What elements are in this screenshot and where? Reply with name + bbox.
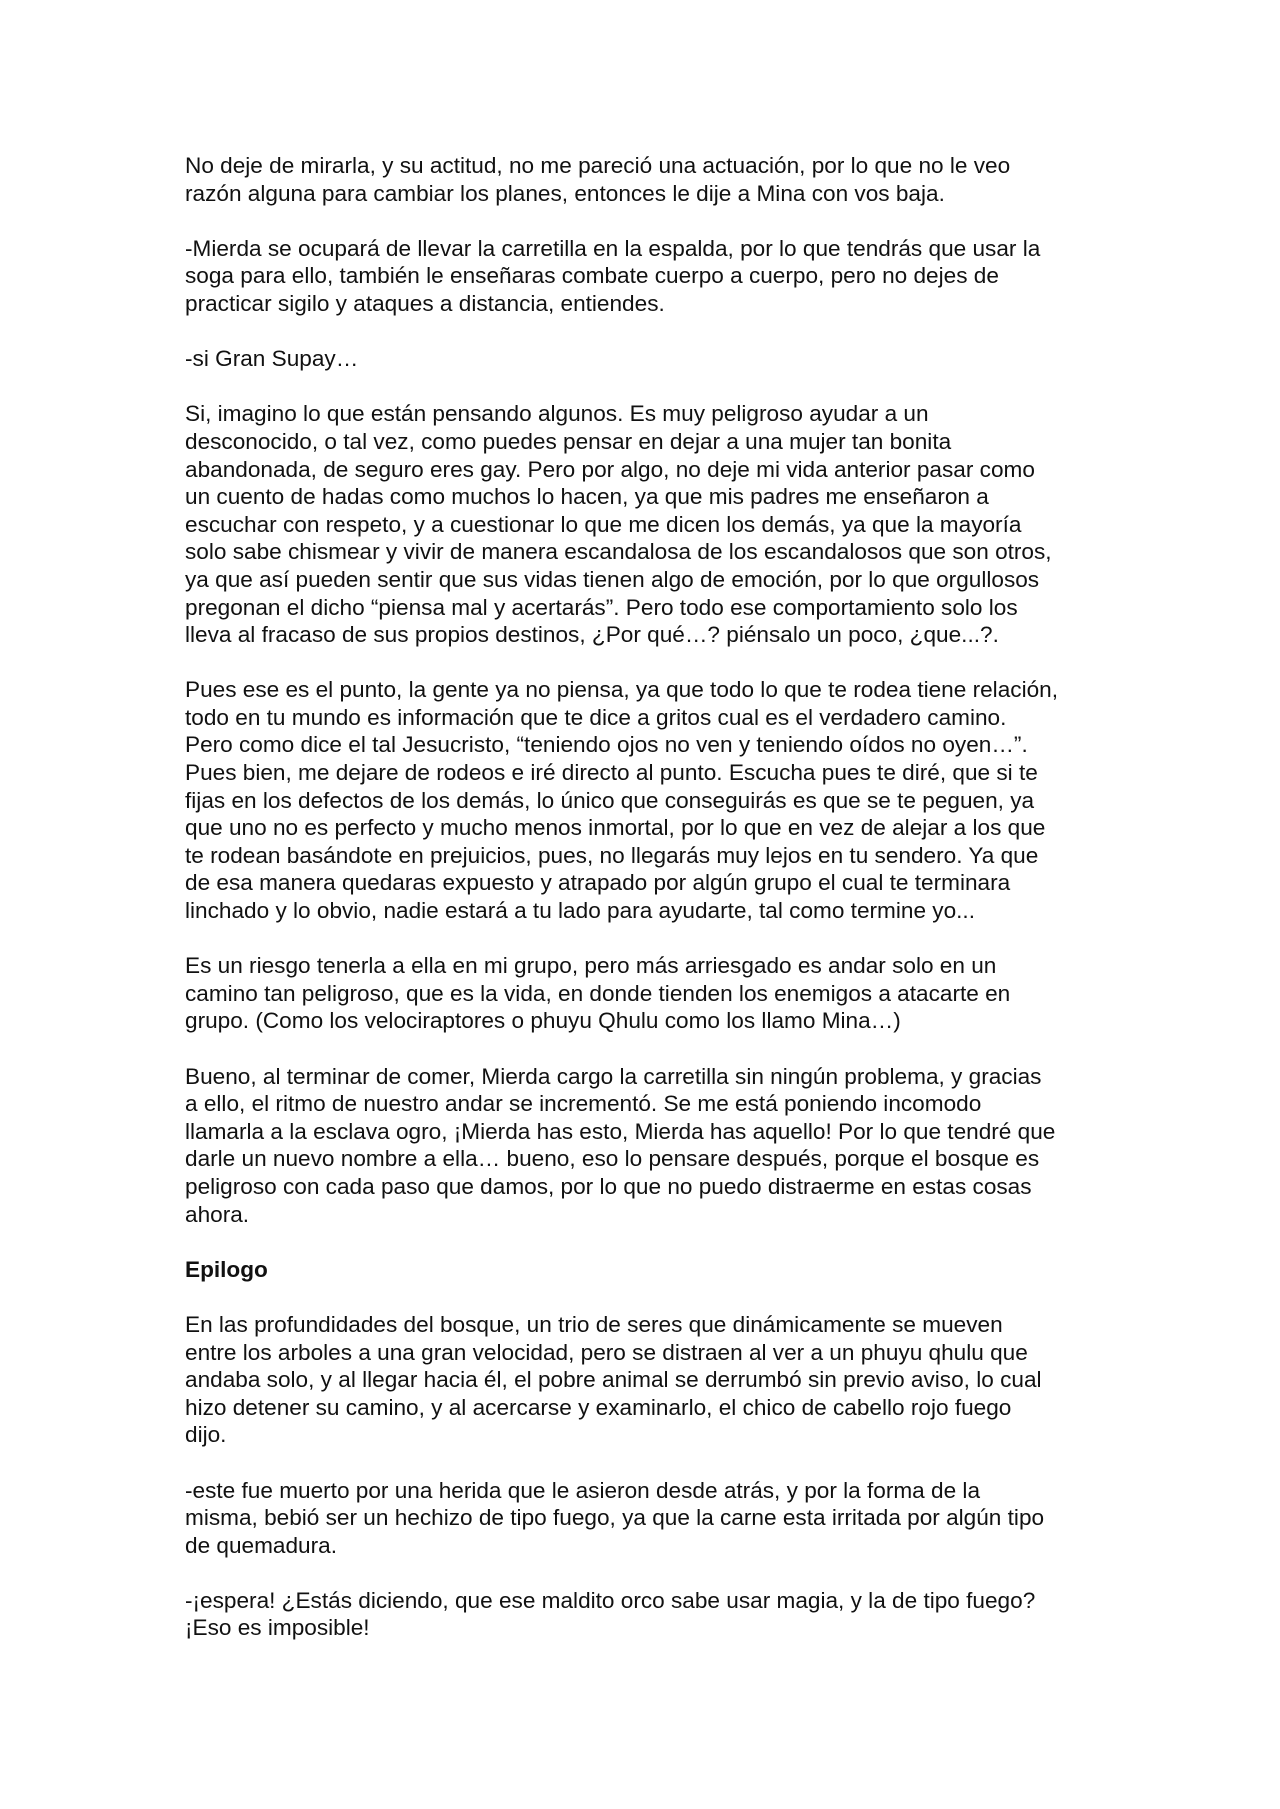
paragraph: -este fue muerto por una herida que le asieron desde atrás, y por la forma de la misma, bebió ser un hechizo de tipo fuego, ya que la carne esta irritada por algún tipo de quemadura. [185, 1477, 1045, 1558]
paragraph: No deje de mirarla, y su actitud, no me pareció una actuación, por lo que no le veo razón alguna para cambiar los planes, entonces le dije a Mina con vos baja. [185, 153, 1011, 206]
document-body [185, 152, 1115, 1670]
paragraph: -si Gran Supay… [185, 346, 359, 372]
paragraph: Es un riesgo tenerla a ella en mi grupo, pero más arriesgado es andar solo en un camino tan peligroso, que es la vida, en donde tienden los enemigos a atacarte en grupo. (Como los velociraptores o phuyu Qhulu como los llamo Mina…) [185, 953, 1011, 1034]
section-heading: Epilogo [185, 1256, 268, 1282]
paragraph: Bueno, al terminar de comer, Mierda cargo la carretilla sin ningún problema, y gracias a ello, el ritmo de nuestro andar se incrementó. Se me está poniendo incomodo llamarla a la esclava ogro, ¡Mierda has esto, Mierda has aquello! Por lo que tendré que darle un nuevo nombre a ella… bueno, eso lo pensare después, porque el bosque es peligroso con cada paso que damos, por lo que no puedo distraerme en estas cosas ahora. [185, 1063, 1056, 1227]
paragraph: Si, imagino lo que están pensando algunos. Es muy peligroso ayudar a un desconocido, o tal vez, como puedes pensar en dejar a una mujer tan bonita abandonada, de seguro eres gay. Pero por algo, no deje mi vida anterior pasar como un cuento de hadas como muchos lo hacen, ya que mis padres me enseñaron a escuchar con respeto, y a cuestionar lo que me dicen los demás, ya que la mayoría solo sabe chismear y vivir de manera escandalosa de los escandalosos que son otros, ya que así pueden sentir que sus vidas tienen algo de emoción, por lo que orgullosos pregonan el dicho “piensa mal y acertarás”. Pero todo ese comportamiento solo los lleva al fracaso de sus propios destinos, ¿Por qué…? piénsalo un poco, ¿que...?. [185, 401, 1052, 648]
paragraph: -¡espera! ¿Estás diciendo, que ese maldito orco sabe usar magia, y la de tipo fuego? ¡Eso es imposible! [185, 1587, 1036, 1641]
paragraph: En las profundidades del bosque, un trio de seres que dinámicamente se mueven entre los arboles a una gran velocidad, pero se distraen al ver a un phuyu qhulu que andaba solo, y al llegar hacia él, el pobre animal se derrumbó sin previo aviso, lo cual hizo detener su camino, y al acercarse y examinarlo, el chico de cabello rojo fuego dijo. [185, 1311, 1042, 1448]
paragraph: -Mierda se ocupará de llevar la carretilla en la espalda, por lo que tendrás que usar la soga para ello, también le enseñaras combate cuerpo a cuerpo, pero no dejes de practicar sigilo y ataques a distancia, entiendes. [185, 235, 1041, 316]
paragraph: Pues ese es el punto, la gente ya no piensa, ya que todo lo que te rodea tiene relación, todo en tu mundo es información que te dice a gritos cual es el verdadero camino. Pero como dice el tal Jesucristo, “teniendo ojos no ven y teniendo oídos no oyen…”. Pues bien, me dejare de rodeos e iré directo al punto. Escucha pues te diré, que si te fijas en los defectos de los demás, lo único que conseguirás es que se te peguen, ya que uno no es perfecto y mucho menos inmortal, por lo que en vez de alejar a los que te rodean basándote en prejuicios, pues, no llegarás muy lejos en tu sendero. Ya que de esa manera quedaras expuesto y atrapado por algún grupo el cual te terminara linchado y lo obvio, nadie estará a tu lado para ayudarte, tal como termine yo... [185, 677, 1058, 924]
